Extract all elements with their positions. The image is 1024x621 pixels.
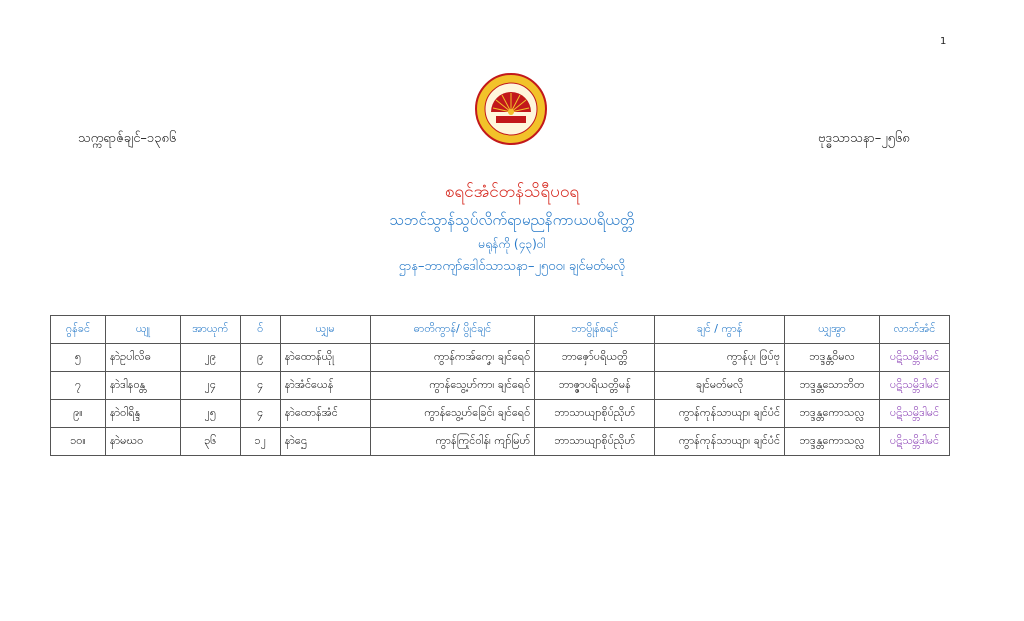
table-cell: နာဲအံင်ယေန် bbox=[280, 372, 370, 400]
table-cell: ၂၄ bbox=[180, 372, 240, 400]
status-cell: ပဋိသမ္ဘိဒါမင် bbox=[879, 344, 949, 372]
table-cell: ဘဒ္ဒန္တသောဘိတ bbox=[785, 372, 880, 400]
table-cell: ၂၅ bbox=[180, 400, 240, 428]
era-left: သက္ကရာဇ်ချင်–၁၃၈၆ bbox=[78, 131, 177, 146]
table-header-row bbox=[51, 316, 950, 344]
table-cell: နာဲထောန်အံင် bbox=[280, 400, 370, 428]
table-header-cell: ဂွန်ခင် bbox=[51, 316, 106, 344]
table-header-cell: ယျှမ bbox=[280, 316, 370, 344]
table-header-cell: ဓာတိကွာန်/ ပွိုင်ချင် bbox=[370, 316, 535, 344]
emblem-logo bbox=[474, 72, 548, 146]
table-cell: ကွာန်ပု၊ ဖြပ်ဗု bbox=[655, 344, 785, 372]
table-cell: ၁၂ bbox=[240, 428, 280, 456]
table-cell: ဘာသာယျာစိုပ်ညိုဟ် bbox=[535, 428, 655, 456]
table-cell: ဘဒ္ဒန္တကောသလ္လ bbox=[785, 428, 880, 456]
table-cell: နာဲဥပါလိဓ bbox=[105, 344, 180, 372]
table-cell: နာဲဝါရိန္ဒ bbox=[105, 400, 180, 428]
table-cell: ၃၆ bbox=[180, 428, 240, 456]
table-cell: ကွာန်ကအ်ကၞေ၊ ချင်ရေဝ် bbox=[370, 344, 535, 372]
table-cell: နာဲထောန်ယိုု bbox=[280, 344, 370, 372]
title-main: စရင်အံင်တန်သိရီပဝရ bbox=[444, 182, 580, 202]
table-cell: နာဲမဃဝ bbox=[105, 428, 180, 456]
table-cell: ဘဒ္ဒန္တဝိမလ bbox=[785, 344, 880, 372]
table-cell: ဘဒ္ဒန္တကောသလ္လ bbox=[785, 400, 880, 428]
table-cell: ၇ bbox=[51, 372, 106, 400]
table-row bbox=[51, 400, 950, 428]
table-cell: ဘာသာယျာစိုပ်ညိုဟ် bbox=[535, 400, 655, 428]
title-subtitle: သဘင်သွာန်သွပ်လိက်ရာမညနိကာယပရိယတ္တိ bbox=[389, 211, 635, 229]
era-right: ဗုဒ္ဓသာသနာ–၂၅၆၈ bbox=[818, 131, 910, 146]
status-cell: ပဋိသမ္ဘိဒါမင် bbox=[879, 372, 949, 400]
table-cell: ကွာန်သွေ့ဟ်ကာ၊ ချင်ရေဝ် bbox=[370, 372, 535, 400]
table-cell: ၂၉ bbox=[180, 344, 240, 372]
table-cell: ဘာဇ္ဇာပရိယတ္တိမန် bbox=[535, 372, 655, 400]
table-row bbox=[51, 372, 950, 400]
table-cell: ကွာန်ကြုင်ဝါန်၊ ကျာ်မြဟ် bbox=[370, 428, 535, 456]
table-cell: ၉။ bbox=[51, 400, 106, 428]
table-cell: ကွာန်သွေ့ဟ်ခြေင်၊ ချင်ရေဝ် bbox=[370, 400, 535, 428]
table-header-cell: ဝ် bbox=[240, 316, 280, 344]
table-header-cell: လာဘ်အံင် bbox=[879, 316, 949, 344]
records-table bbox=[50, 315, 950, 456]
table-cell: ဘာဇှော်ပရိယတ္တိ bbox=[535, 344, 655, 372]
table-cell: ၉ bbox=[240, 344, 280, 372]
table-header-cell: ချင် / ကွာန် bbox=[655, 316, 785, 344]
table-cell: ၅ bbox=[51, 344, 106, 372]
table-header-cell: ဘာပွိုန်စရင် bbox=[535, 316, 655, 344]
table-cell: ၁၀။ bbox=[51, 428, 106, 456]
page-number: 1 bbox=[940, 36, 947, 47]
table-header-cell: ယျု bbox=[105, 316, 180, 344]
table-row bbox=[51, 344, 950, 372]
table-cell: ၄ bbox=[240, 400, 280, 428]
table-cell: ကွာန်ကုန်သာယျာ၊ ချင်ပံင် bbox=[655, 428, 785, 456]
table-cell: နာဲဒါနဝန္တ bbox=[105, 372, 180, 400]
table-cell: ကွာန်ကုန်သာယျာ၊ ချင်ပံင် bbox=[655, 400, 785, 428]
status-cell: ပဋိသမ္ဘိဒါမင် bbox=[879, 428, 949, 456]
table-header-cell: ယျှအွာ bbox=[785, 316, 880, 344]
title-date: ဌာန–ဘာကျာ်ဒေါဝ်သာသနာ–၂၅၀၀၊ ချင်မတ်မလို bbox=[398, 259, 626, 274]
table-cell: နာဲဌေ bbox=[280, 428, 370, 456]
table-header-cell: အာယုက် bbox=[180, 316, 240, 344]
table-cell: ၄ bbox=[240, 372, 280, 400]
table-cell: ချင်မတ်မလို bbox=[655, 372, 785, 400]
title-block bbox=[0, 180, 1024, 278]
status-cell: ပဋိသမ္ဘိဒါမင် bbox=[879, 400, 949, 428]
table-row bbox=[51, 428, 950, 456]
title-small: မရုန်ကို (၄၃)ဝါ bbox=[478, 237, 546, 251]
